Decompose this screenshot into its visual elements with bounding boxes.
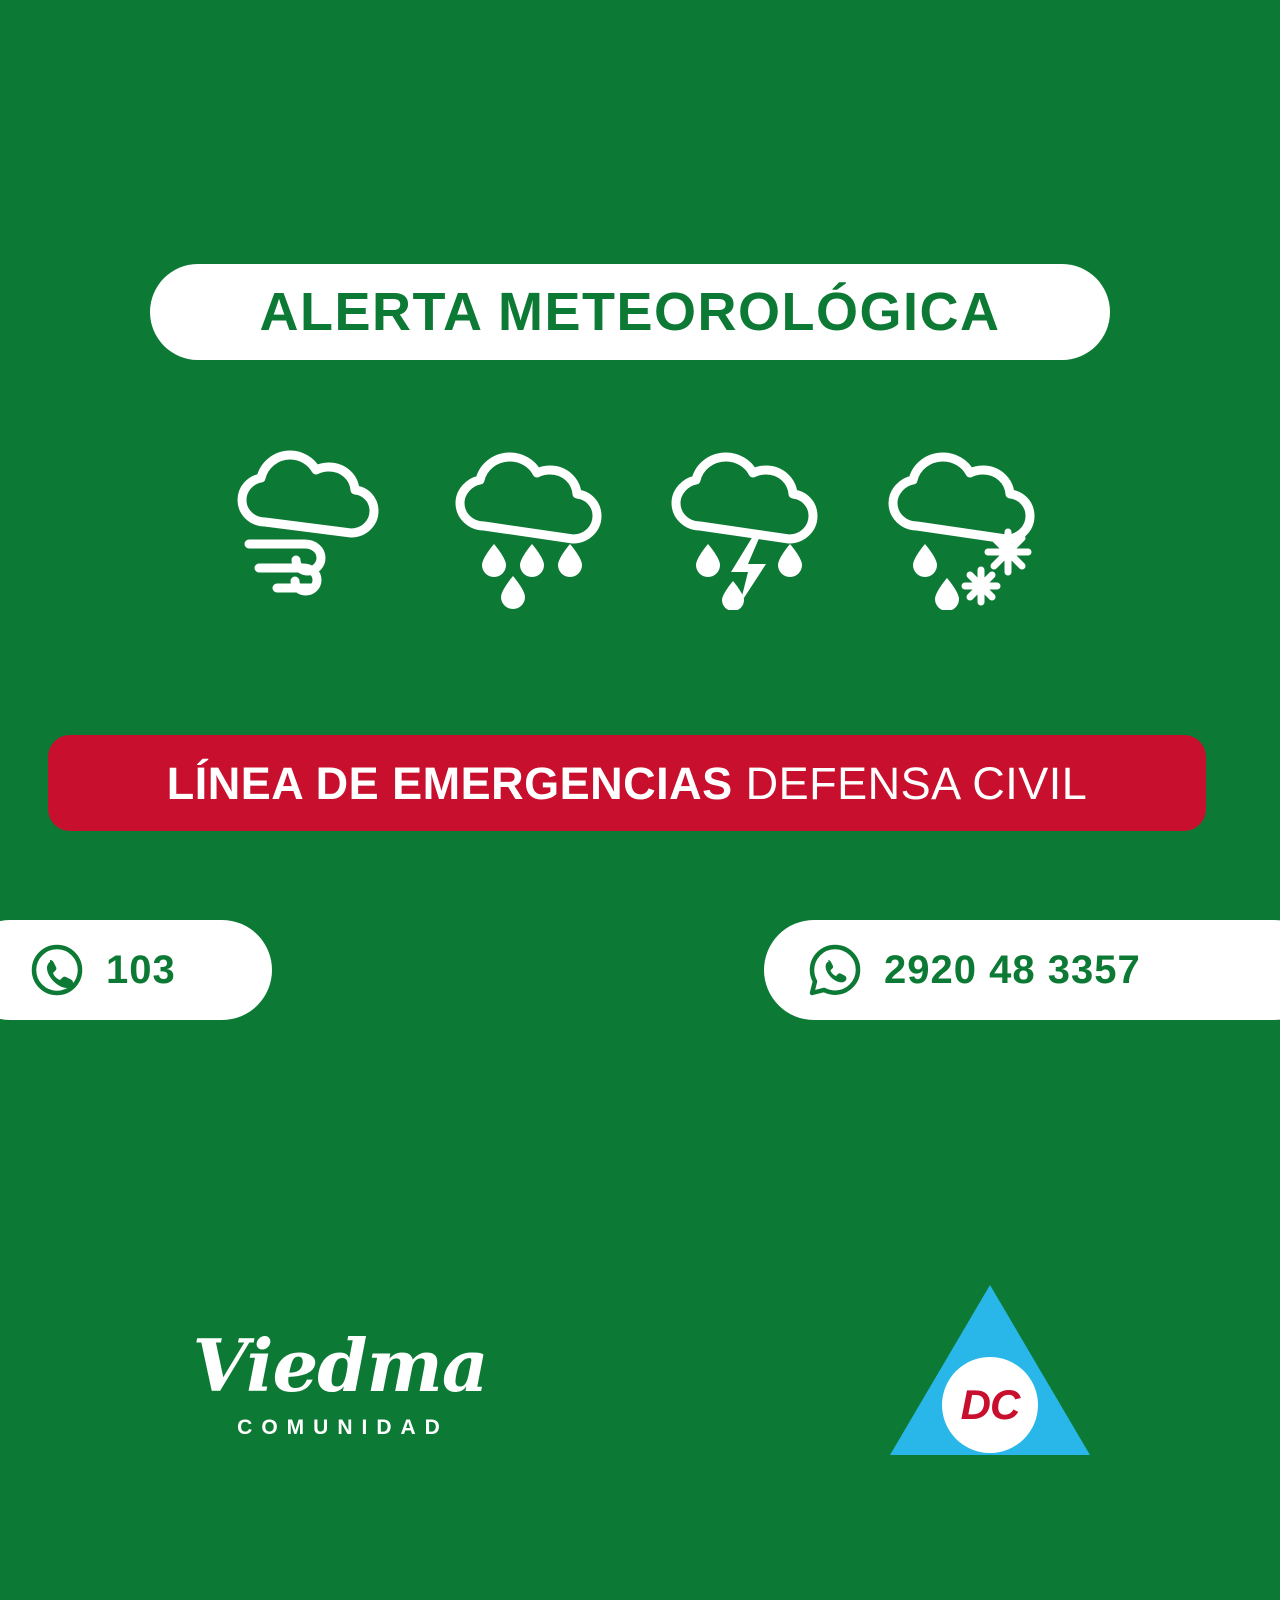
emergency-band-strong: LÍNEA DE EMERGENCIAS [166,757,733,809]
emergency-band-text [166,757,1088,809]
emergency-band [48,735,1206,831]
title-pill [150,264,1110,360]
cloud-thunderstorm-icon [658,440,838,610]
defensa-civil-logo [890,1285,1090,1460]
viedma-logo-name: Viedma [192,1323,488,1408]
phone-number: 103 [106,948,176,992]
weather-icon-row [225,440,1055,620]
phone-icon [30,943,84,997]
cloud-snow-icon [875,440,1055,610]
cloud-rain-icon [442,440,622,610]
phone-contact-pill[interactable] [0,920,272,1020]
whatsapp-icon [808,943,862,997]
whatsapp-contact-pill[interactable] [764,920,1280,1020]
cloud-wind-icon [225,440,405,610]
defensa-civil-initials: DC [960,1381,1020,1428]
emergency-band-light: DEFENSA CIVIL [745,757,1088,809]
defensa-civil-circle [942,1357,1038,1453]
viedma-logo-tagline: COMUNIDAD [237,1416,449,1439]
whatsapp-number: 2920 48 3357 [884,948,1141,992]
page-title: ALERTA METEOROLÓGICA [259,282,1001,342]
viedma-logo [190,1323,490,1440]
